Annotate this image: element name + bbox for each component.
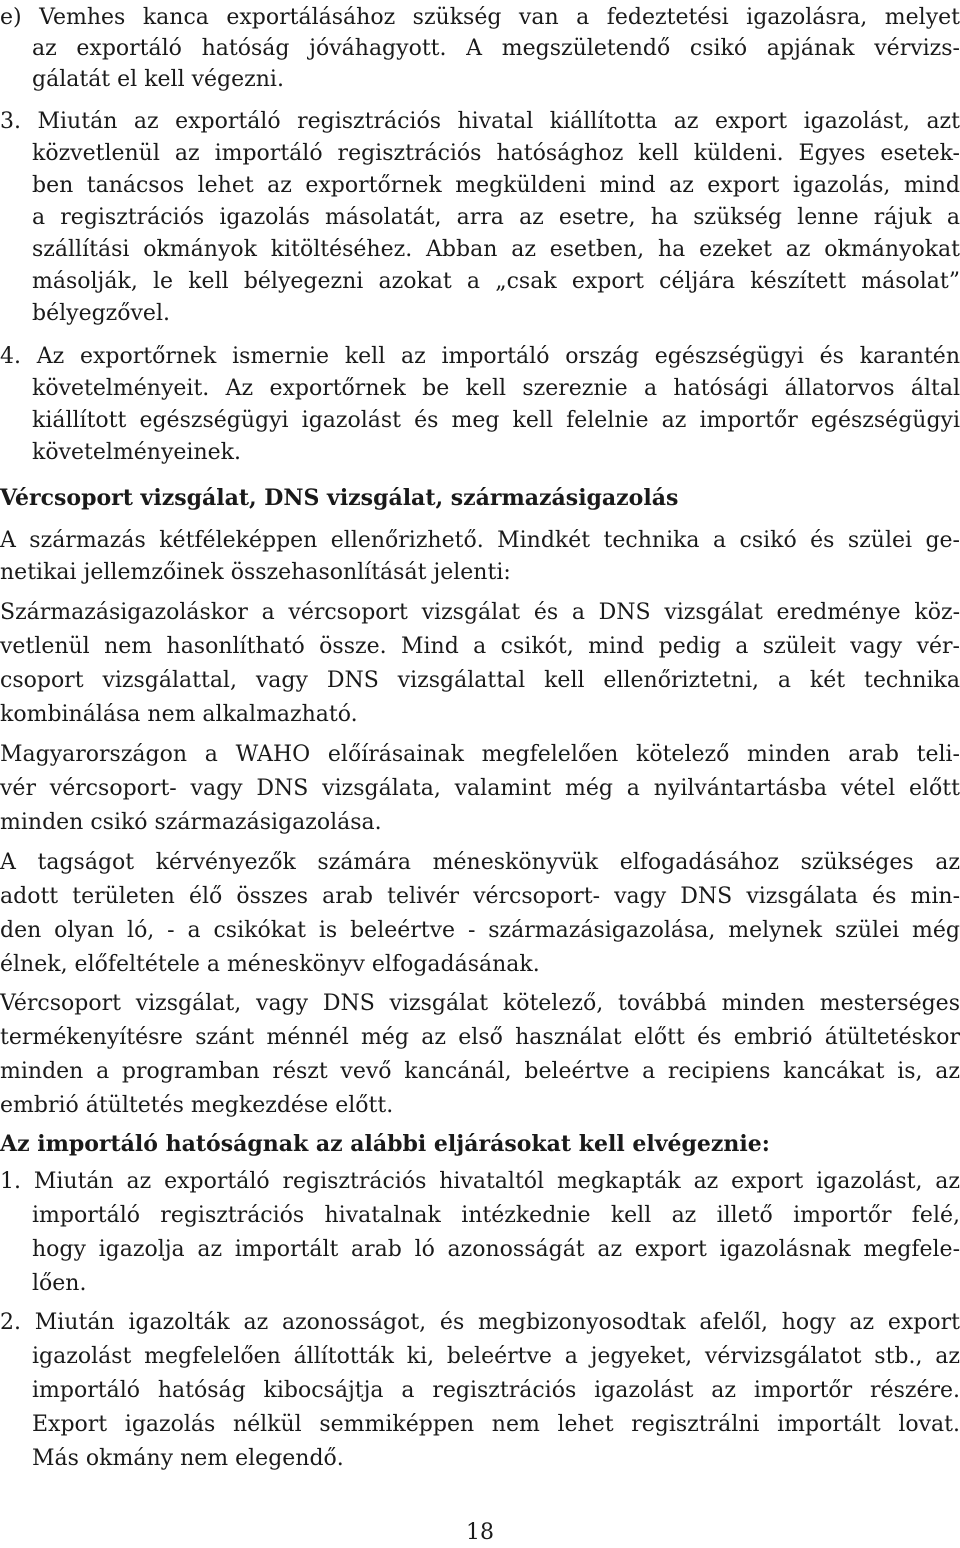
paragraph-line: kombinálása nem alkalmazható. xyxy=(0,702,358,727)
paragraph-line: Származásigazoláskor a vércsoport vizsgálat és a DNS vizsgálat eredménye köz- xyxy=(0,600,960,625)
paragraph-line: netikai jellemzőinek összehasonlítását jelenti: xyxy=(0,560,511,585)
paragraph-line: embrió átültetés megkezdése előtt. xyxy=(0,1093,394,1118)
paragraph-line: Vércsoport vizsgálat, vagy DNS vizsgálat kötelező, továbbá minden mesterséges xyxy=(0,991,960,1016)
list-item-3-line: bélyegzővel. xyxy=(32,301,170,326)
paragraph-line: minden csikó származásigazolása. xyxy=(0,810,382,835)
paragraph-line: élnek, előfeltétele a méneskönyv elfogadásának. xyxy=(0,952,540,977)
section-heading-import: Az importáló hatóságnak az alábbi eljárásokat kell elvégeznie: xyxy=(0,1131,770,1157)
list-item-4-line: 4. Az exportőrnek ismernie kell az importáló ország egészségügyi és karantén xyxy=(0,344,960,369)
list-item-3-line: a regisztrációs igazolás másolatát, arra az esetre, ha szükség lenne rájuk a xyxy=(32,205,960,230)
list-item-3-line: 3. Miután az exportáló regisztrációs hivatal kiállította az export igazolást, azt xyxy=(0,109,960,134)
paragraph-line: Magyarországon a WAHO előírásainak megfelelően kötelező minden arab teli- xyxy=(0,742,960,767)
list-item-3-line: másolják, le kell bélyegezni azokat a „csak export céljára készített másolat” xyxy=(32,269,960,294)
list-item-2-line: igazolást megfelelően állították ki, beleértve a jegyeket, vérvizsgálatot stb., az xyxy=(32,1344,960,1369)
section-heading-origin: Vércsoport vizsgálat, DNS vizsgálat, származásigazolás xyxy=(0,485,679,511)
list-item-2-line: 2. Miután igazolták az azonosságot, és megbizonyosodtak afelől, hogy az export xyxy=(0,1310,960,1335)
page-number: 18 xyxy=(466,1520,494,1545)
list-item-1-line: 1. Miután az exportáló regisztrációs hivataltól megkapták az export igazolást, az xyxy=(0,1169,960,1194)
paragraph-line: az exportáló hatóság jóváhagyott. A megszületendő csikó apjának vérvizs- xyxy=(32,36,960,61)
paragraph-line: termékenyítésre szánt ménnél még az első használat előtt és embrió átültetéskor xyxy=(0,1025,960,1050)
paragraph-line: den olyan ló, - a csikókat is beleértve - származásigazolása, melynek szülei még xyxy=(0,918,960,943)
list-item-1-line: importáló regisztrációs hivatalnak intézkednie kell az illető importőr felé, xyxy=(32,1203,960,1228)
list-item-3-line: közvetlenül az importáló regisztrációs hatósághoz kell küldeni. Egyes esetek- xyxy=(32,141,960,166)
paragraph-line: csoport vizsgálattal, vagy DNS vizsgálattal kell ellenőriztetni, a két technika xyxy=(0,668,960,693)
list-item-2-line: Más okmány nem elegendő. xyxy=(32,1446,344,1471)
list-item-2-line: Export igazolás nélkül semmiképpen nem lehet regisztrálni importált lovat. xyxy=(32,1412,960,1437)
list-item-1-line: hogy igazolja az importált arab ló azonosságát az export igazolásnak megfele- xyxy=(32,1237,960,1262)
paragraph-line: vér vércsoport- vagy DNS vizsgálata, valamint még a nyilvántartásba vétel előtt xyxy=(0,776,960,801)
paragraph-line: e) Vemhes kanca exportálásához szükség van a fedeztetési igazolásra, melyet xyxy=(0,5,960,30)
paragraph-line: minden a programban részt vevő kancánál, beleértve a recipiens kancákat is, az xyxy=(0,1059,960,1084)
list-item-4-line: kiállított egészségügyi igazolást és meg kell felelnie az importőr egészségügyi xyxy=(32,408,960,433)
list-item-4-line: követelményeinek. xyxy=(32,440,241,465)
list-item-4-line: követelményeit. Az exportőrnek be kell szereznie a hatósági állatorvos által xyxy=(32,376,960,401)
list-item-2-line: importáló hatóság kibocsájtja a regisztrációs igazolást az importőr részére. xyxy=(32,1378,960,1403)
list-item-1-line: lően. xyxy=(32,1271,87,1296)
paragraph-line: adott területen élő összes arab telivér vércsoport- vagy DNS vizsgálata és min- xyxy=(0,884,960,909)
paragraph-line: gálatát el kell végezni. xyxy=(32,67,284,92)
paragraph-line: A tagságot kérvényezők számára méneskönyvük elfogadásához szükséges az xyxy=(0,850,960,875)
list-item-3-line: ben tanácsos lehet az exportőrnek megküldeni mind az export igazolás, mind xyxy=(32,173,960,198)
paragraph-line: A származás kétféleképpen ellenőrizhető. Mindkét technika a csikó és szülei ge- xyxy=(0,528,960,553)
list-item-3-line: szállítási okmányok kitöltéséhez. Abban az esetben, ha ezeket az okmányokat xyxy=(32,237,960,262)
paragraph-line: vetlenül nem hasonlítható össze. Mind a csikót, mind pedig a szüleit vagy vér- xyxy=(0,634,960,659)
